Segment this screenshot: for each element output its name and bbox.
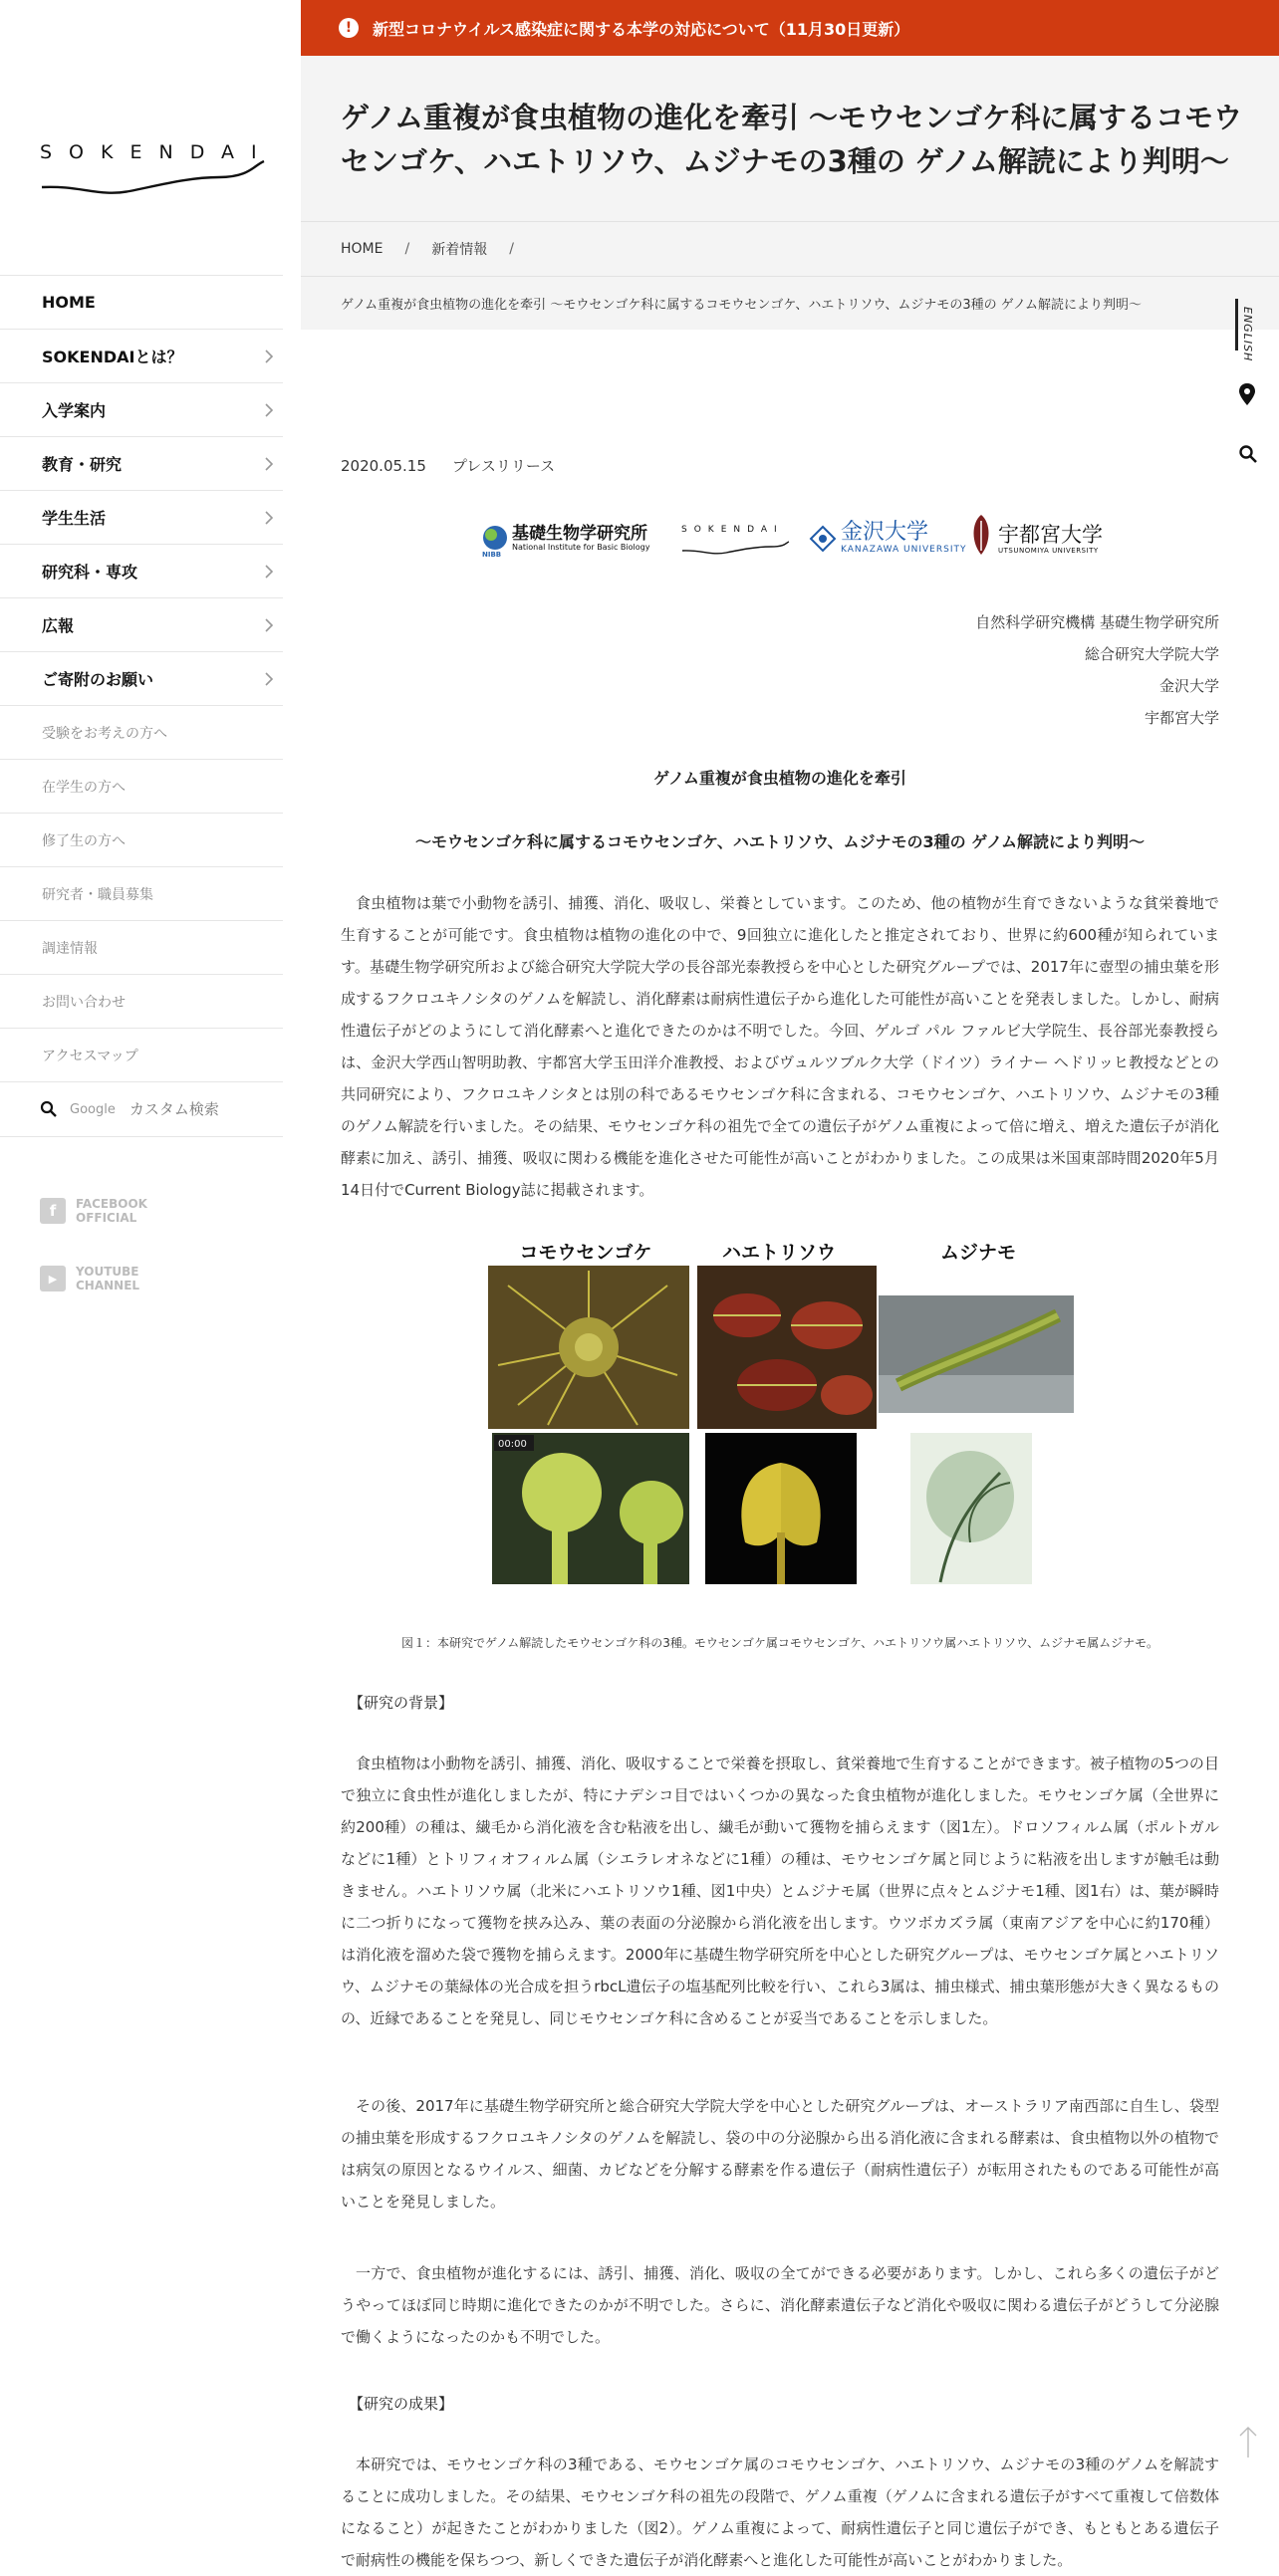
nav-sub-label: 調達情報	[42, 940, 98, 957]
kanazawa-logo-icon	[809, 525, 837, 553]
nav-sub-label: お問い合わせ	[42, 994, 126, 1011]
nav-sub-label: 修了生の方へ	[42, 832, 126, 849]
chevron-right-icon	[259, 454, 279, 474]
scale-text: 00:00	[498, 1439, 527, 1450]
nav-student-life[interactable]	[0, 490, 283, 544]
article-date: 2020.05.15	[341, 457, 426, 475]
search-icon[interactable]	[40, 1100, 58, 1118]
article-meta	[341, 455, 555, 476]
partner-logos	[480, 513, 1108, 577]
page-title: ゲノム重複が食虫植物の進化を牽引 〜モウセンゴケ科に属するコモウセンゴケ、ハエトリソウ、ムジナモの3種の ゲノム解読により判明〜	[341, 101, 1243, 178]
nav-sub-label: 受験をお考えの方へ	[42, 725, 167, 742]
utsunomiya-subname: UTSUNOMIYA UNIVERSITY	[998, 547, 1099, 555]
institution-name: 金沢大学	[1158, 677, 1219, 695]
english-bar	[1235, 299, 1238, 351]
nav-label: ご寄附のお願い	[42, 670, 154, 689]
section-heading: 【研究の成果】	[349, 2395, 454, 2413]
social-line: FACEBOOK	[76, 1197, 147, 1211]
utsunomiya-name: 宇都宮大学	[998, 523, 1103, 547]
nibb-subname: National Institute for Basic Biology	[512, 543, 650, 552]
article-subheading: 〜モウセンゴケ科に属するコモウセンゴケ、ハエトリソウ、ムジナモの3種の ゲノム解読により判明〜	[414, 832, 1146, 851]
kanazawa-name: 金沢大学	[841, 520, 929, 545]
nav-sub-label: アクセスマップ	[42, 1048, 138, 1064]
nav-home[interactable]	[0, 275, 283, 329]
chevron-right-icon	[259, 562, 279, 582]
intro-paragraph: 食虫植物は葉で小動物を誘引、捕獲、消化、吸収し、栄養としています。このため、他の植物が生育できないような貧栄養地で生育することが可能です。食虫植物は植物の進化の中で、9回独立に進化したと推定されており、世界に約600種が知られています。基礎生物学研究所および総合研究大学院大学の長谷部光泰教授らを中心とした研究グループでは、2017年に壺型の捕虫葉を形成するフクロユキノシタのゲノムを解読し、消化酵素は耐病性遺伝子から進化した可能性が高いことを発表しました。しかし、耐病性遺伝子がどのようにして消化酵素へと進化できたのかは不明でした。今回、ゲルゴ パル ファルビ大学院生、長谷部光泰教授らは、金沢大学西山智明助教、宇都宮大学玉田洋介准教授、およびヴュルツブルク大学（ドイツ）ライナー ヘドリッヒ教授などとの共同研究により、フクロユキノシタとは別の科であるモウセンゴケ科に含まれる、コモウセンゴケ、ハエトリソウ、ムジナモの3種のゲノム解読を行いました。その結果、モウセンゴケ科の祖先で全ての遺伝子がゲノム重複によって倍に増え、増えた遺伝子が消化酵素に加え、誘引、捕獲、吸収に関わる機能を進化させた可能性が高いことがわかりました。この成果は米国東部時間2020年5月14日付でCurrent Biology誌に掲載されます。	[341, 894, 1219, 1199]
facebook-icon: f	[40, 1198, 66, 1224]
nav-label: 研究科・専攻	[42, 563, 138, 582]
section-heading: 【研究の背景】	[349, 1694, 454, 1712]
article-category: プレスリリース	[451, 457, 556, 475]
banner-text: 新型コロナウイルス感染症に関する本学の対応について（11月30日更新）	[373, 19, 910, 39]
sundew-closeup-photo	[492, 1433, 689, 1584]
breadcrumb-separator: /	[404, 241, 410, 257]
nav-about[interactable]	[0, 329, 283, 382]
breadcrumb-home[interactable]: HOME	[341, 241, 384, 257]
google-label: Google	[70, 1101, 116, 1117]
institution-name: 宇都宮大学	[1144, 709, 1219, 727]
sokendai-wave-icon	[681, 539, 791, 559]
kanazawa-subname: KANAZAWA UNIVERSITY	[841, 545, 967, 555]
article-heading: ゲノム重複が食虫植物の進化を牽引	[653, 769, 906, 788]
site-search	[0, 1081, 283, 1137]
nibb-name: 基礎生物学研究所	[512, 524, 647, 544]
search-icon[interactable]	[1238, 444, 1258, 464]
logo-text: SOKENDAI	[40, 141, 274, 163]
sokendai-logo[interactable]	[40, 127, 274, 207]
social-line: OFFICIAL	[76, 1211, 137, 1225]
nav-sub-label: 在学生の方へ	[42, 779, 126, 796]
sundew-photo	[488, 1266, 689, 1429]
nav-current-students[interactable]	[0, 759, 283, 813]
nav-contact[interactable]	[0, 974, 283, 1028]
nav-label: 学生生活	[42, 509, 107, 528]
background-paragraph: その後、2017年に基礎生物学研究所と総合研究大学院大学を中心とした研究グループは、オーストラリア南西部に自生し、袋型の捕虫葉を形成するフクロユキノシタのゲノムを解読し、袋の中の分泌腺から出る消化液に含まれる酵素は、食虫植物以外の植物では病気の原因となるウイルス、細菌、カビなどを分解する酵素を作る遺伝子（耐病性遺伝子）が転用されたものである可能性が高いことを発見しました。	[341, 2097, 1219, 2211]
institution-name: 自然科学研究機構 基礎生物学研究所	[975, 613, 1219, 631]
background-paragraph: 食虫植物は小動物を誘引、捕獲、消化、吸収することで栄養を摂取し、貧栄養地で生育することができます。被子植物の5つの目で独立に食虫性が進化しましたが、特にナデシコ目ではいくつかの異なった食虫植物が進化しました。モウセンゴケ属（全世界に約200種）の種は、繊毛から消化液を含む粘液を出し、繊毛が動いて獲物を捕らえます（図1左）。ドロソフィルム属（ポルトガルなどに1種）とトリフィオフィルム属（シエラレオネなどに1種）の種は、モウセンゴケ属と同じように粘液を出しますが触毛は動きません。ハエトリソウ属（北米にハエトリソウ1種、図1中央）とムジナモ属（世界に点々とムジナモ1種、図1右）は、葉が瞬時に二つ折りになって獲物を挟み込み、葉の表面の分泌腺から消化液を出します。ウツボカズラ属（東南アジアを中心に約170種）は消化液を溜めた袋で獲物を捕らえます。2000年に基礎生物学研究所を中心とした研究グループは、モウセンゴケ属とハエトリソウ、ムジナモの葉緑体の光合成を担うrbcL遺伝子の塩基配列比較を行い、これら3属は、捕虫様式、捕虫葉形態が大きく異なるものの、近縁であることを発見し、同じモウセンゴケ科に含めることが妥当であることを示しました。	[341, 1755, 1219, 2027]
nav-label: SOKENDAIとは？	[42, 348, 183, 366]
flytrap-trap-photo	[705, 1433, 857, 1584]
english-link[interactable]	[1235, 299, 1259, 362]
facebook-link[interactable]	[40, 1197, 147, 1225]
flytrap-photo	[697, 1266, 877, 1429]
background-paragraph: 一方で、食虫植物が進化するには、誘引、捕獲、消化、吸収の全てができる必要があります。しかし、これら多くの遺伝子がどうやってほぼ同じ時期に進化できたのかが不明でした。さらに、消化酵素遺伝子など消化や吸収に関わる遺伝子がどうして分泌腺で働くようになったのかも不明でした。	[341, 2264, 1219, 2346]
institution-name: 総合研究大学院大学	[1084, 645, 1219, 663]
institution-list	[975, 606, 1219, 734]
nibb-logo-icon	[480, 523, 510, 553]
figure-label: ムジナモ	[939, 1242, 1016, 1264]
figure-label: ハエトリソウ	[721, 1242, 836, 1264]
results-paragraph: 本研究では、モウセンゴケ科の3種である、モウセンゴケ属のコモウセンゴケ、ハエトリソウ、ムジナモの3種のゲノムを解読することに成功しました。その結果、モウセンゴケ科の祖先の段階で、ゲノム重複（ゲノムに含まれる遺伝子がすべて重複して倍数体になること）が起きたことがわかりました（図2）。ゲノム重複によって、耐病性遺伝子と同じ遺伝子ができ、もともとある遺伝子で耐病性の機能を保ちつつ、新しくできた遺伝子が消化酵素へと進化した可能性が高いことがわかりました。	[341, 2456, 1219, 2569]
page-header	[301, 56, 1279, 330]
logo-wave-icon	[40, 147, 269, 207]
nav-label: 教育・研究	[42, 455, 123, 474]
covid-notice-banner[interactable]	[301, 0, 1279, 56]
waterwheel-trap-photo	[910, 1433, 1032, 1584]
sidebar	[0, 0, 283, 2557]
chevron-right-icon	[259, 508, 279, 528]
nav-label: 広報	[42, 616, 75, 635]
youtube-icon: ▶	[40, 1266, 66, 1291]
nav-sub-label: 研究者・職員募集	[42, 886, 153, 903]
chevron-right-icon	[259, 615, 279, 635]
nav-education[interactable]	[0, 436, 283, 490]
chevron-right-icon	[259, 669, 279, 689]
nav-alumni[interactable]	[0, 813, 283, 866]
nibb-tag: NIBB	[482, 551, 502, 559]
map-pin-icon[interactable]	[1237, 382, 1257, 406]
nav-prospective[interactable]	[0, 705, 283, 759]
nav-label: 入学案内	[42, 401, 107, 420]
alert-icon: !	[339, 18, 359, 38]
figure-1	[488, 1238, 1076, 1596]
nav-admission[interactable]	[0, 382, 283, 436]
chevron-right-icon	[259, 400, 279, 420]
nav-departments[interactable]	[0, 544, 283, 597]
nav-procurement[interactable]	[0, 920, 283, 974]
figure-caption: 図１：本研究でゲノム解読したモウセンゴケ科の3種。モウセンゴケ属コモウセンゴケ、ハエトリソウ属ハエトリソウ、ムジナモ属ムジナモ。	[400, 1636, 1159, 1650]
youtube-link[interactable]	[40, 1265, 139, 1292]
breadcrumb-current: ゲノム重複が食虫植物の進化を牽引 〜モウセンゴケ科に属するコモウセンゴケ、ハエトリソウ、ムジナモの3種の ゲノム解読により判明〜	[301, 276, 1279, 330]
breadcrumb-separator: /	[509, 241, 514, 257]
sokendai-logo-text: SOKENDAI	[681, 525, 784, 535]
sidebar-nav	[0, 275, 283, 1137]
utsunomiya-logo-icon	[968, 513, 994, 557]
nav-donation[interactable]	[0, 651, 283, 705]
nav-recruit[interactable]	[0, 866, 283, 920]
figure-label: コモウセンゴケ	[519, 1242, 652, 1264]
breadcrumb	[301, 221, 1279, 276]
social-line: CHANNEL	[76, 1279, 140, 1292]
breadcrumb-news[interactable]: 新着情報	[431, 242, 488, 258]
social-line: YOUTUBE	[76, 1265, 139, 1279]
nav-pr[interactable]	[0, 597, 283, 651]
nav-label: HOME	[42, 293, 96, 312]
english-label: ENGLISH	[1241, 307, 1254, 362]
waterwheel-photo	[879, 1295, 1074, 1413]
nav-access[interactable]	[0, 1028, 283, 1081]
search-input[interactable]	[129, 1100, 259, 1118]
page-top-arrow-icon[interactable]	[1237, 2426, 1259, 2459]
chevron-right-icon	[259, 347, 279, 366]
